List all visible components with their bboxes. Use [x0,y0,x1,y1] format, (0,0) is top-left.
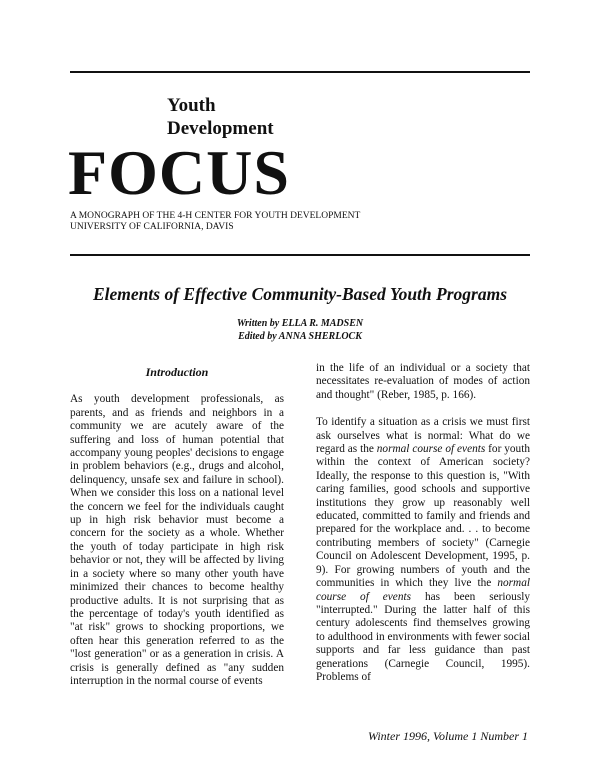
paragraph-normal-course [316,416,530,684]
paragraph-intro: As youth development professionals, as parents, and as friends and neighbors in a community we are acutely aware of the suffering and loss of human potential that accompany young peoples' decisions to engage in problem behaviors (e.g., drugs and alcohol, delinquency, unsafe sex and failure in school). When we consider this loss on a national level the concern we feel for the individuals caught up in high risk behavior must become a concern for the society as a whole. Whether the youth of today participate in high risk behavior or not, they will be affected by living in a society where so many other youth have minimized their chances to become healthy productive adults. It is not surprising that as the percentage of today's youth identified as "at risk" grows to shocking proportions, we often hear this generation referred to as the "lost generation" or as a generation in crisis. A crisis is generally defined as "any sudden interruption in the normal course of events [70,393,284,687]
masthead-focus-title: FOCUS [68,137,290,208]
paragraph-crisis-definition: in the life of an individual or a society that necessitates re-evaluation of modes of action and thought" (Reber, 1985, p. 166). [316,362,530,401]
issue-footer: Winter 1996, Volume 1 Number 1 [368,729,528,743]
italic-phrase: normal course of events [376,443,486,456]
italic-phrase: normal course of events [316,577,530,603]
masthead-development: Development [167,118,274,139]
right-column [316,362,530,684]
monograph-line: A MONOGRAPH OF THE 4-H CENTER FOR YOUTH DEVELOPMENT [70,211,361,221]
text-run: has been seriously "interrupted." During the latter half of this century adolescents find themselves growing to adulthood in environments with fewer social supports and far less guidance than past generations (Carnegie Council, 1995). Problems of [316,590,531,683]
author-byline: Written by ELLA R. MADSEN [236,318,364,329]
top-rule [70,71,530,73]
section-heading-introduction: Introduction [145,365,209,379]
section-rule [70,254,530,256]
university-line: UNIVERSITY OF CALIFORNIA, DAVIS [70,222,234,232]
editor-byline: Edited by ANNA SHERLOCK [238,331,362,342]
article-title: Elements of Effective Community-Based Youth Programs [92,284,508,304]
text-run: for youth within the context of American society? Ideally, the response to this question is, "With caring families, good schools and supportive institutions they grow up reasonably well educated, committed to family and friends and prepared for the workplace and. . . to become contributing members of society" (Carnegie Council on Adolescent Development, 1995, p. 9). For growing numbers of youth and the communities in which they live the [316,443,530,590]
masthead-youth: Youth [167,95,216,116]
text-run: To identify a situation as a crisis we must first ask ourselves what is normal: What do we regard as the [316,416,530,456]
left-column [70,366,284,688]
